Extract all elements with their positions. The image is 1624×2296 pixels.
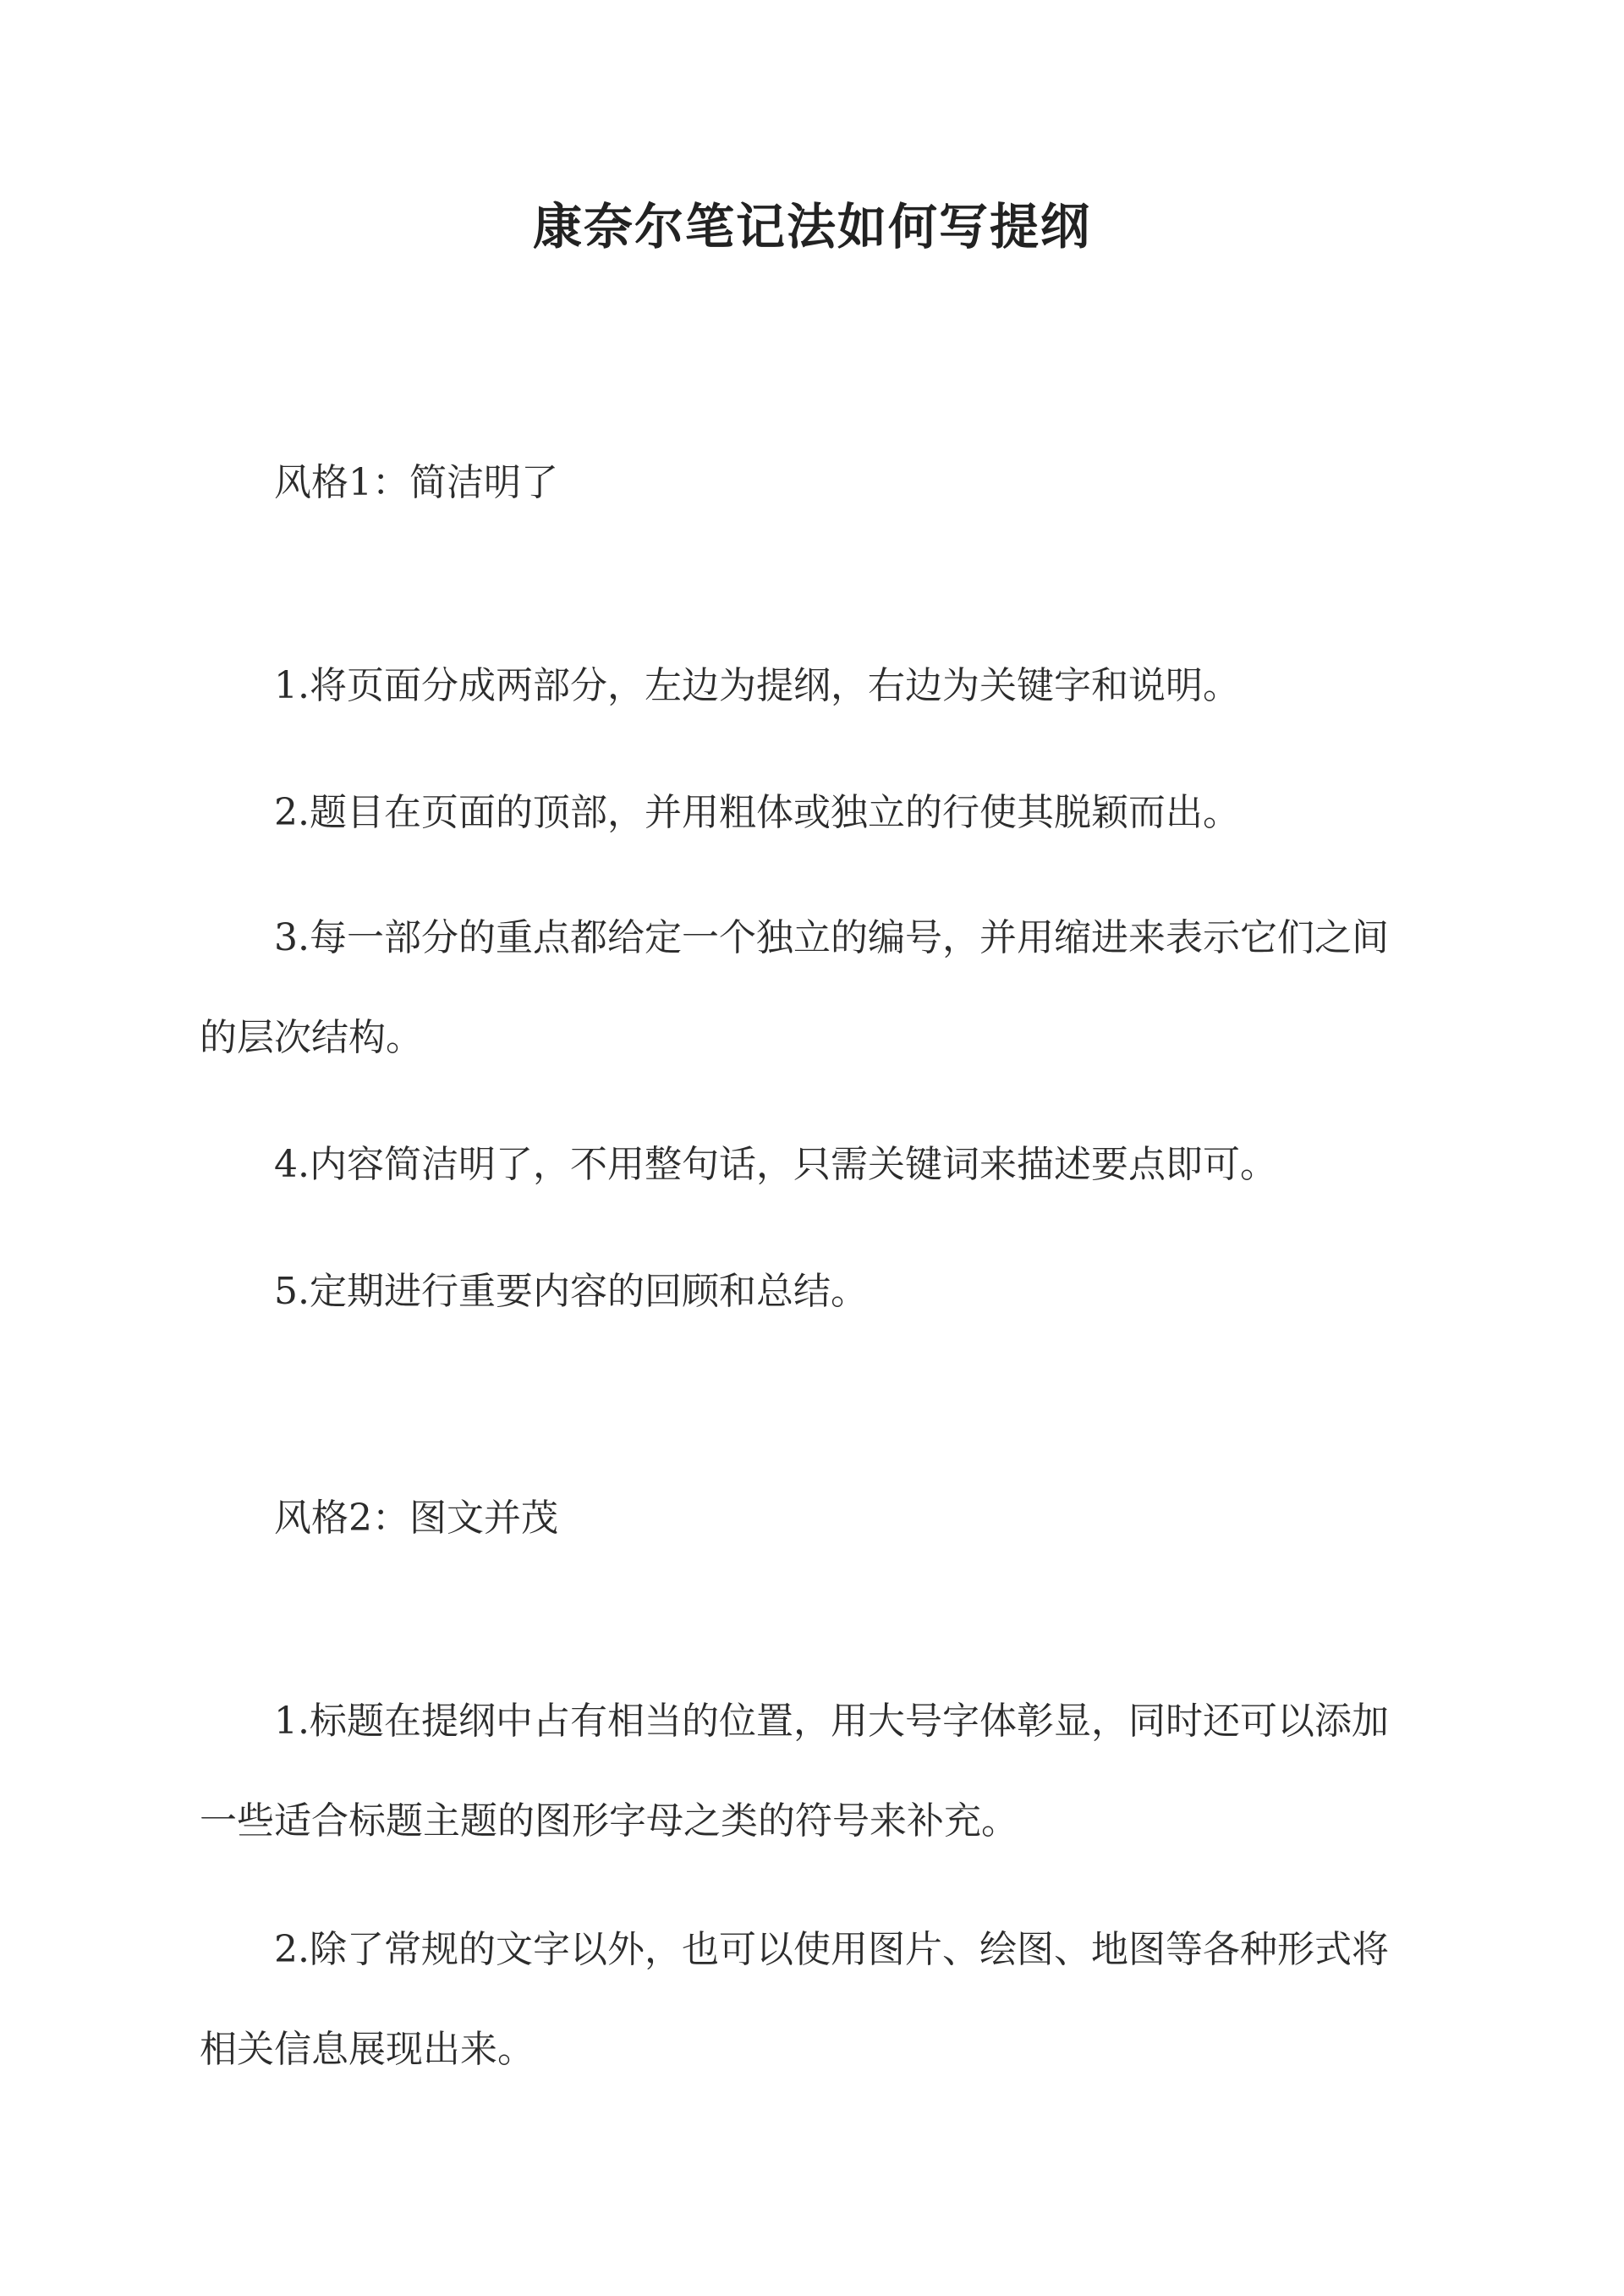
list-item-1-4: 4.内容简洁明了，不用整句话，只需关键词来描述要点即可。 <box>274 1143 1277 1186</box>
list-item-1-1: 1.将页面分成两部分，左边为提纲，右边为关键字和说明。 <box>274 664 1240 707</box>
section-heading-2: 风格2：图文并茂 <box>274 1497 558 1540</box>
document-title: 康奈尔笔记法如何写提纲 <box>532 198 1091 255</box>
list-item-1-3: 3.每一部分的重点都给定一个独立的编号，并用缩进来表示它们之间的层次结构。 <box>200 916 1389 1059</box>
list-item-1-2: 2.题目在页面的顶部，并用粗体或独立的行使其脱颖而出。 <box>274 791 1240 834</box>
list-item-1-5: 5.定期进行重要内容的回顾和总结。 <box>274 1270 868 1313</box>
list-item-2-2: 2.除了常规的文字以外，也可以使用图片、绘图、地图等各种形式将相关信息展现出来。 <box>200 1928 1389 2071</box>
list-item-2-1: 1.标题在提纲中占有相当的位置，用大号字体彰显，同时还可以添加一些适合标题主题的图形字母之类的符号来补充。 <box>200 1700 1389 1843</box>
section-heading-1: 风格1：简洁明了 <box>274 461 558 504</box>
